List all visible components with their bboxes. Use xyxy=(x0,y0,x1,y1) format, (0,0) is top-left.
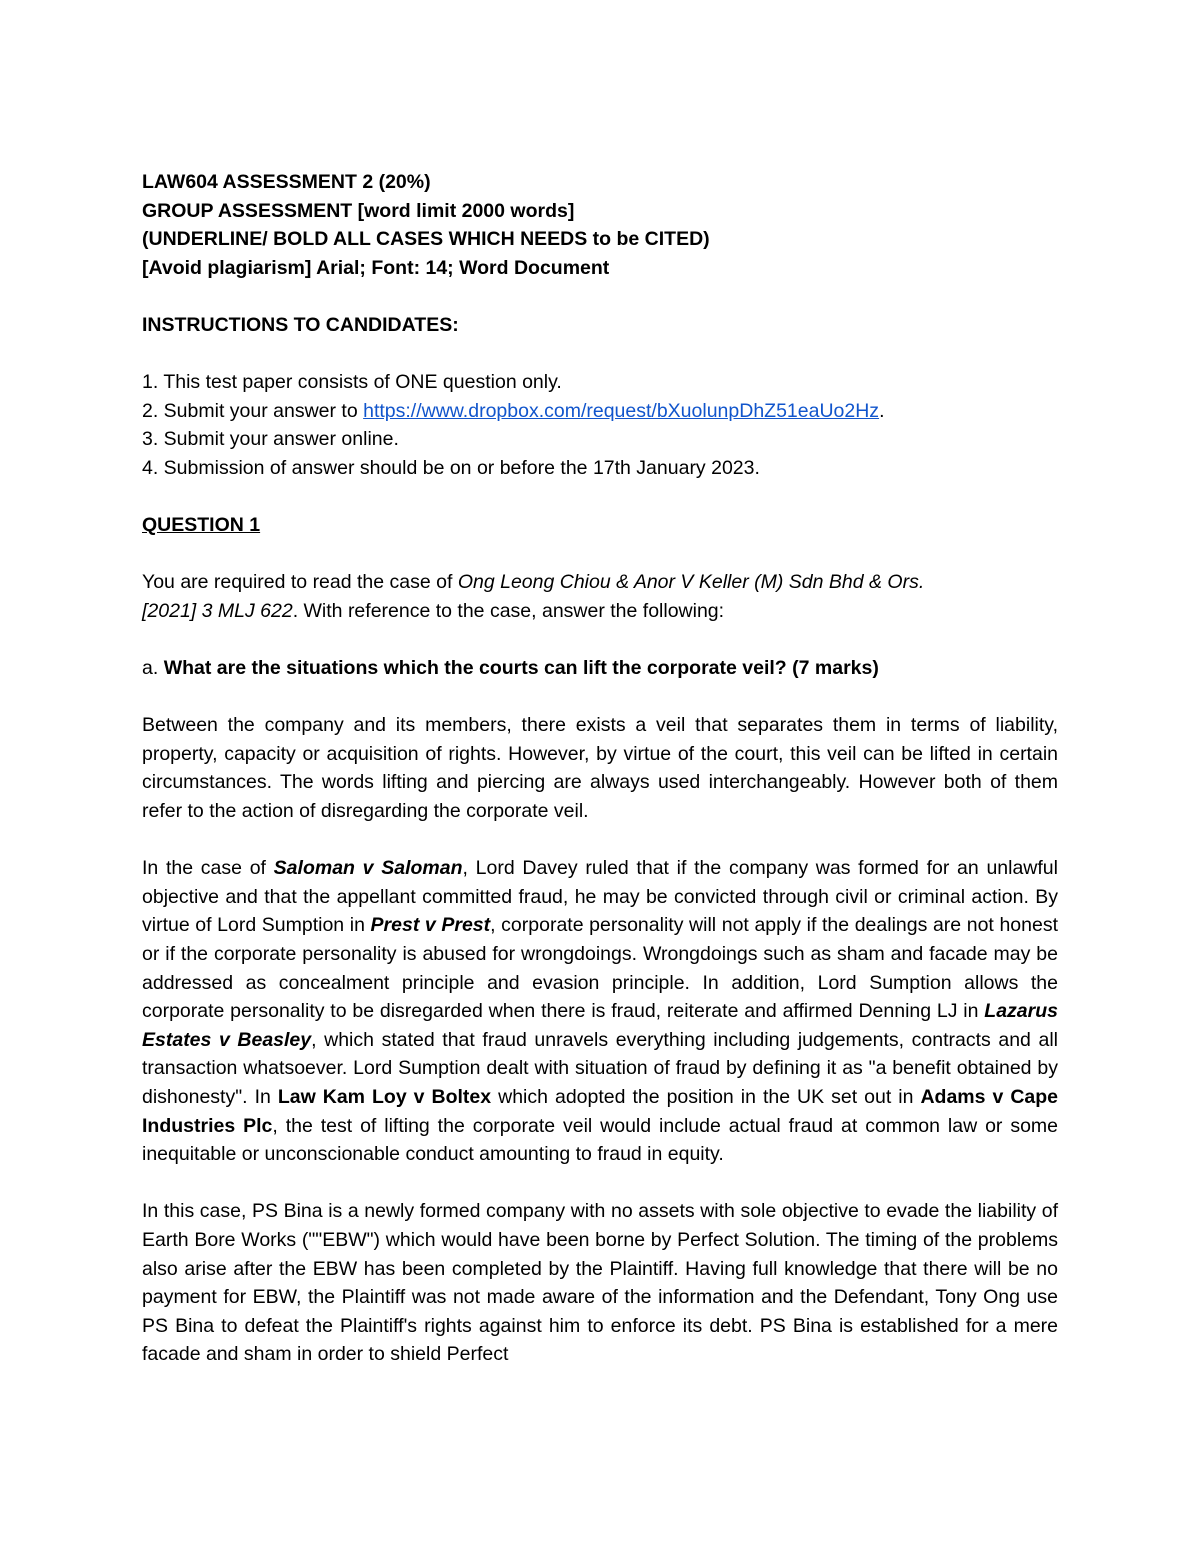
instruction-item-1: 1. This test paper consists of ONE question only. xyxy=(142,371,562,394)
dropbox-link[interactable]: https://www.dropbox.com/request/bXuolunpDhZ51eaUo2Hz xyxy=(363,399,880,422)
question-intro xyxy=(142,568,1058,625)
case-saloman: Saloman v Saloman xyxy=(273,857,463,880)
spacer xyxy=(142,683,1058,712)
case-prest: Prest v Prest xyxy=(370,914,491,937)
question-intro-text: You are required to read the case of xyxy=(142,571,458,594)
spacer xyxy=(142,340,1058,369)
instruction-item-4: 4. Submission of answer should be on or before the 17th January 2023. xyxy=(142,456,760,479)
p2-text-c: , corporate personality will not apply if the dealings are not honest or if the corporate personality is abused for wrongdoings. Wrongdoings such as sham and facade may be addressed as concealment principle and evasion principle. In addition, Lord Sumption allows the corporate personality to be disregarded when there is fraud, reiterate and affirmed Denning LJ in xyxy=(142,914,1058,1023)
case-law-kam-loy: Law Kam Loy v Boltex xyxy=(277,1086,492,1108)
paragraph-1: Between the company and its members, there exists a veil that separates them in terms of liability, property, capacity or acquisition of rights. However, by virtue of the court, this veil can be lifted in certain circumstances. The words lifting and piercing are always used interchangeably. However both of them refer to the action of disregarding the corporate veil. xyxy=(142,714,1058,823)
case-adams: Adams v Cape Industries Plc xyxy=(142,1086,1059,1137)
instruction-item-2-prefix: 2. Submit your answer to xyxy=(142,399,364,422)
instruction-item-2-suffix: . xyxy=(879,399,885,422)
spacer xyxy=(142,483,1058,512)
citation-instruction: (UNDERLINE/ BOLD ALL CASES WHICH NEEDS to be CITED) xyxy=(142,228,710,251)
spacer xyxy=(142,626,1058,655)
question-title: QUESTION 1 xyxy=(142,514,261,537)
spacer xyxy=(142,826,1058,855)
assessment-title: LAW604 ASSESSMENT 2 (20%) xyxy=(142,171,431,193)
instruction-item-2 xyxy=(142,397,1058,426)
part-a-label: a. xyxy=(142,657,164,680)
instructions-heading: INSTRUCTIONS TO CANDIDATES: xyxy=(142,313,459,336)
part-a-text: What are the situations which the courts can lift the corporate veil? (7 marks) xyxy=(163,657,879,680)
case-name: Ong Leong Chiou & Anor V Keller (M) Sdn Bhd & Ors. xyxy=(457,571,925,594)
paragraph-3: In this case, PS Bina is a newly formed company with no assets with sole objective to evade the liability of Earth Bore Works (""EBW") which would have been borne by Perfect Solution. The timing of the problems also arise after the EBW has been completed by the Plaintiff. Having full knowledge that there will be no payment for EBW, the Plaintiff was not made aware of the information and the Defendant, Tony Ong use PS Bina to defeat the Plaintiff's rights against him to enforce its debt. PS Bina is established for a mere facade and sham in order to shield Perfect xyxy=(142,1200,1058,1366)
p2-text-d: , which stated that fraud unravels everything including judgements, contracts and all transaction whatsoever. Lord Sumption dealt with situation of fraud by defining it as "a benefit obtained by dishonesty". In xyxy=(142,1028,1058,1108)
instruction-item-3: 3. Submit your answer online. xyxy=(142,428,399,451)
p2-text-f: , the test of lifting the corporate veil would include actual fraud at common law or some inequitable or unconscionable conduct amounting to fraud in equity. xyxy=(142,1114,1058,1166)
spacer xyxy=(142,540,1058,569)
case-citation: [2021] 3 MLJ 622 xyxy=(142,599,293,622)
paragraph-2 xyxy=(142,854,1058,1169)
p2-text-b: , Lord Davey ruled that if the company was formed for an unlawful objective and that the appellant committed fraud, he may be convicted through civil or criminal action. By virtue of Lord Sumption in xyxy=(142,857,1058,937)
assessment-subtitle: GROUP ASSESSMENT [word limit 2000 words] xyxy=(142,199,575,222)
document-page xyxy=(142,168,1058,1369)
spacer xyxy=(142,282,1058,311)
question-part-a xyxy=(142,654,1058,683)
case-lazarus: Lazarus Estates v Beasley xyxy=(142,1000,1058,1051)
spacer xyxy=(142,1169,1058,1198)
p2-text-e: which adopted the position in the UK set out in xyxy=(491,1086,921,1108)
question-intro-text-b: . With reference to the case, answer the following: xyxy=(292,599,725,622)
format-instruction: [Avoid plagiarism] Arial; Font: 14; Word Document xyxy=(142,256,610,279)
p2-text-a: In the case of xyxy=(142,857,274,880)
